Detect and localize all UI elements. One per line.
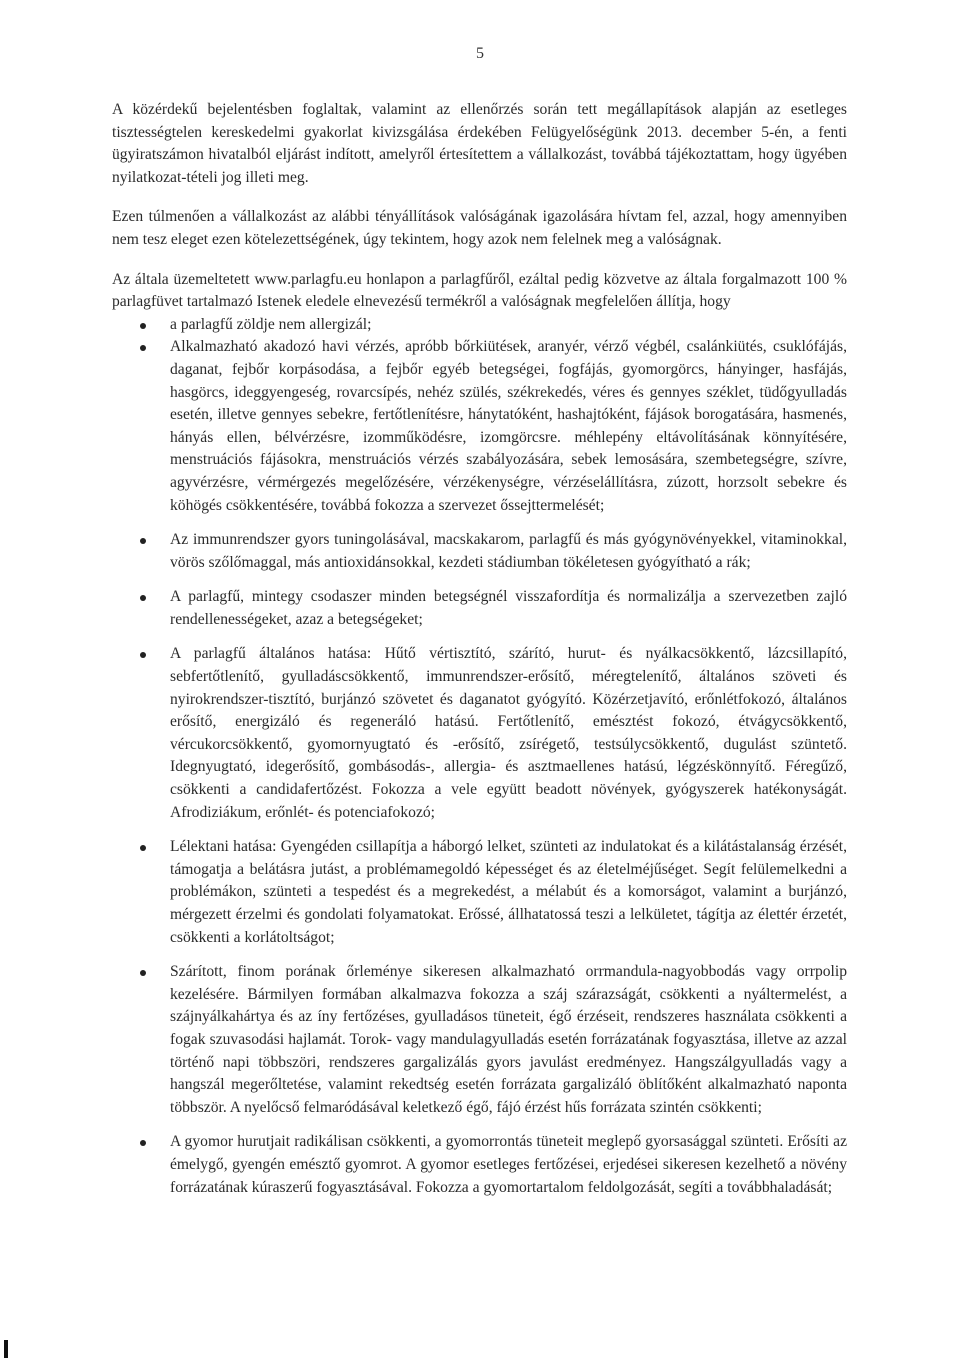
list-item <box>112 336 847 517</box>
bullet-icon <box>140 345 146 351</box>
list-item-text: A parlagfű, mintegy csodaszer minden betegségnél visszafordítja és normalizálja a szervezetben zajló rendellenességeket, azaz a betegségeket; <box>170 588 847 628</box>
list-item-text: A parlagfű általános hatása: Hűtő vértisztító, szárító, hurut- és nyálkacsökkentő, lázcsillapító, sebfertőtlenítő, gyulladáscsökkentő, immunrendszer-erősítő, méregtelenítő, általános szöveti és nyirokrendszer-tisztító, burjánzó szövetet és daganatot gyógyító. Közérzetjavító, erőnlétfokozó, általános erősítő, energizáló és regeneráló hatású. Fertőtlenítő, emésztést fokozó, étvágycsökkentő, vércukorcsökkentő, gyomornyugtató és -erősítő, zsírégető, testsúlycsökkentő, dugulást szüntető. Idegnyugtató, idegerősítő, gombásodás-, allergia- és asztmaellenes hatású, légzéskönnyítő. Féregűző, csökkenti a candidafertőzést. Fokozza a vele együtt beadott növények, gyógyszerek hatékonyságát. Afrodiziákum, erőnlét- és potenciafokozó; <box>170 645 847 821</box>
list-item-text: Az immunrendszer gyors tuningolásával, macskakarom, parlagfű és más gyógynövényekkel, vitaminokkal, vörös szőlőmaggal, más antioxidánsokkal, kezdeti stádiumban tökéletesen gyógyítható a rák; <box>170 531 847 571</box>
list-item <box>112 1131 847 1199</box>
paragraph-intro: A közérdekű bejelentésben foglaltak, valamint az ellenőrzés során tett megállapítások alapján az esetleges tisztességtelen kereskedelmi gyakorlat kivizsgálása érdekében Felügyelőségünk 2013. december 5-én, a fenti ügyiratszámon hivatalból eljárást indított, amelyről értesítettem a vállalkozást, továbbá tájékoztattam, hogy ügyében nyilatkozat-tételi jog illeti meg. <box>112 101 847 186</box>
list-item-text: a parlagfű zöldje nem allergizál; <box>170 315 372 333</box>
bullet-icon <box>140 1140 146 1146</box>
paragraph-claims-intro: Az általa üzemeltetett www.parlagfu.eu honlapon a parlagfűről, ezáltal pedig közvetve az általa forgalmazott 100 % parlagfüvet tartalmazó Istenek eledele elnevezésű termékről a valóságnak megfelelően állítja, hogy <box>112 270 847 311</box>
paragraph-request: Ezen túlmenően a vállalkozást az alábbi tényállítások valóságának igazolására hívtam fel, azzal, hogy amennyiben nem tesz eleget ezen kötelezettségének, úgy tekintem, hogy azok nem felelnek meg a valóságnak. <box>112 208 847 248</box>
bullet-icon <box>140 652 146 658</box>
list-item <box>112 314 847 337</box>
list-item-text: Szárított, finom porának őrleménye sikeresen alkalmazható orrmandula-nagyobbodás vagy orrpolip kezelésére. Bármilyen formában alkalmazva fokozza a száj szárazságát, csökkenti a nyáltermelést, a szájnyálkahártya és az íny fertőzéses, gyulladásos tüneteit, égő érzéseit, rendszeres használata csökkenti a fogak szuvasodási hajlamát. Torok- vagy mandulagyulladás esetén forrázatának fogyasztása, illetve az azzal történő napi többszöri, rendszeres gargalizálás gyors javulást eredményez. Hangszálgyulladás vagy a hangszál megerőltetése, valamint rekedtség esetén forrázata gargalizáló öblítőként alkalmazható naponta többször. A nyelőcső felmaródásával keletkező égő, fájó érzést hűs forrázata szintén csökkenti; <box>170 963 847 1116</box>
page-number: 5 <box>476 45 484 62</box>
bullet-icon <box>140 323 146 329</box>
list-item <box>112 586 847 631</box>
list-item <box>112 643 847 824</box>
bullet-icon <box>140 538 146 544</box>
list-item <box>112 961 847 1119</box>
bullet-icon <box>140 845 146 851</box>
list-item-text: Lélektani hatása: Gyengéden csillapítja a háborgó lelket, szünteti az indulatokat és a kilátástalanság érzését, támogatja a belátásra jutást, a problémamegoldó képességet és az életelméjűséget. Segít felülemelkedni a problémákon, szünteti a tespedést és a megrekedést, a mélabút és a komorságot, valamint a burjánzó, mérgezett érzelmi és gondolati folyamatokat. Erőssé, állhatatossá teszi a lelkületet, tágítja az élettér érzetét, csökkenti a korlátoltságot; <box>170 838 847 946</box>
list-item-text: A gyomor hurutjait radikálisan csökkenti, a gyomorrontás tüneteit meglepő gyorsasággal szünteti. Erősíti az émelygő, gyengén emésztő gyomrot. A gyomor esetleges fertőzései, erjedései sikeresen kezelhető a növény forrázatának kúraszerű fogyasztásával. Fokozza a gyomortartalom feldolgozását, segíti a továbbhaladását; <box>170 1133 847 1196</box>
claims-list <box>112 314 847 1199</box>
scan-artifact <box>4 1340 8 1358</box>
bullet-icon <box>140 595 146 601</box>
bullet-icon <box>140 970 146 976</box>
list-item <box>112 836 847 949</box>
document-body <box>112 99 847 1199</box>
list-item-text: Alkalmazható akadozó havi vérzés, apróbb bőrkiütések, aranyér, vérző végbél, csalánkiütés, csuklófájás, daganat, fejbőr korpásodása, a fejbőr egyéb betegségei, fogfájás, gyomorgörcs, hányinger, hasfájás, hasgörcs, ideggyengeség, rovarcsípés, nehéz szülés, székrekedés, véres és gennyes széklet, tüdőgyulladás esetén, illetve gennyes sebekre, fertőtlenítésre, hánytatóként, hashajtóként, fájások borogatására, hasmenés, hányás ellen, bélvérzésre, izomműködésre, izomgörcsre. méhlepény eltávolításának könnyítésére, menstruációs fájásokra, menstruációs vérzés szabályozására, sebek lemosására, szembetegségre, szívre, agyvérzésre, vérmérgezés megelőzésére, vérzékenységre, vérzéselállításra, zúzott, horzsolt sebekre és köhögés csökkentésére, továbbá fokozza a szervezet őssejttermelését; <box>170 338 847 514</box>
list-item <box>112 529 847 574</box>
